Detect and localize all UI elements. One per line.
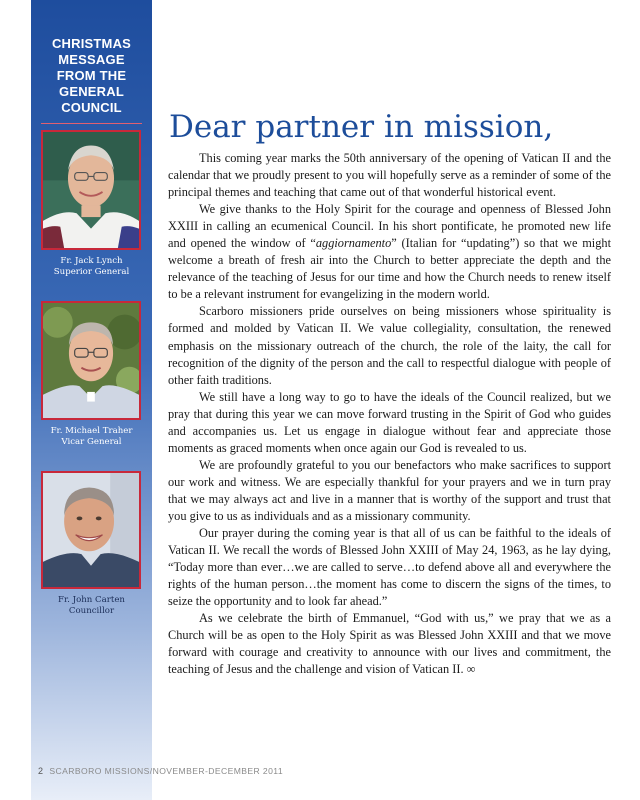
portrait-photo-john-carten: [41, 471, 141, 589]
page-number: 2: [38, 766, 44, 776]
page-footer: [38, 766, 438, 776]
sidebar-title-line: GENERAL: [59, 84, 124, 99]
title-divider: [41, 123, 142, 124]
letter-paragraph: We are profoundly grateful to you our benefactors who make sacrifices to support our work and witness. We are especially thankful for your prayers and we in turn pray that we may always act and live in a manner that is worthy of the support and trust that you give to us as individuals and as a missionary community.: [168, 457, 611, 523]
member-role: Councillor: [68, 606, 115, 616]
sidebar-title-line: FROM THE: [56, 68, 127, 83]
italic-term: aggiornamento: [315, 236, 392, 251]
letter-heading: Dear partner in mission,: [169, 109, 554, 145]
member-name: Fr. John Carten: [58, 595, 125, 605]
member-name: Fr. Jack Lynch: [60, 256, 123, 266]
portrait-illustration: [43, 473, 139, 587]
portrait-illustration: [43, 132, 139, 248]
portrait-caption: [31, 256, 152, 278]
letter-body: [168, 150, 611, 678]
member-role: Superior General: [53, 267, 130, 277]
sidebar-title-line: CHRISTMAS: [51, 36, 132, 51]
portrait-photo-michael-traher: [41, 301, 141, 420]
letter-paragraph: We still have a long way to go to have the ideals of the Council realized, but we pray that during this year we can move forward trusting in the Spirit of God who guides and accompanies us. Let us engage in dialogue without fear and appreciate those moments as graced moments when once again our God is revealed to us.: [168, 389, 611, 455]
member-role: Vicar General: [61, 437, 122, 447]
portrait-photo-jack-lynch: [41, 130, 141, 250]
publication-name: SCARBORO MISSIONS/NOVEMBER-DECEMBER 2011: [49, 766, 284, 776]
portrait-illustration: [43, 303, 139, 418]
portrait-caption: [31, 426, 152, 448]
letter-paragraph: Scarboro missioners pride ourselves on being missioners whose spirituality is formed and molded by Vatican II. We value collegiality, consultation, the renewed emphasis on the missionary outreach of the church, the role of the laity, the call for recognition of the dignity of the person and the call to respectful dialogue with people of other faith traditions.: [168, 304, 611, 387]
letter-paragraph: As we celebrate the birth of Emmanuel, “God with us,” we pray that we as a Church will be as open to the Holy Spirit as was Blessed John XXIII and that we move forward with courage and creativity to announce with our lives and commitment, the teaching of Jesus and the challenge and vision of Vatican II. ∞: [168, 611, 611, 677]
sidebar-title: [31, 36, 152, 116]
member-name: Fr. Michael Traher: [50, 426, 133, 436]
sidebar-title-line: MESSAGE: [58, 52, 125, 67]
portrait-caption: [31, 595, 152, 617]
letter-paragraph: This coming year marks the 50th anniversary of the opening of Vatican II and the calendar that we proudly present to you will hopefully serve as a reminder of some of the principal themes and teaching that came out of that wonderful historical event.: [168, 151, 611, 200]
letter-paragraph: We give thanks to the Holy Spirit for the courage and openness of Blessed John XXIII in calling an ecumenical Council. In his short pontificate, he promoted new life and opened the window of “aggiornamento” (Italian for “updating”) so that we might welcome a breath of fresh air into the Church to better appreciate the depth and the relevance of the teaching of Jesus for our time and how the Church needs to renew itself to be a relevant instrument for evangelizing in the modern world.: [168, 202, 611, 302]
letter-paragraph: Our prayer during the coming year is that all of us can be faithful to the ideals of Vatican II. We recall the words of Blessed John XXIII of May 24, 1963, as he lay dying, “Today more than ever…we are called to serve…to defend above all and everywhere the rights of the human person…the moment has come to discern the signs of the times, to seize the opportunity and to look far ahead.”: [168, 526, 611, 609]
sidebar-title-line: COUNCIL: [61, 100, 122, 115]
